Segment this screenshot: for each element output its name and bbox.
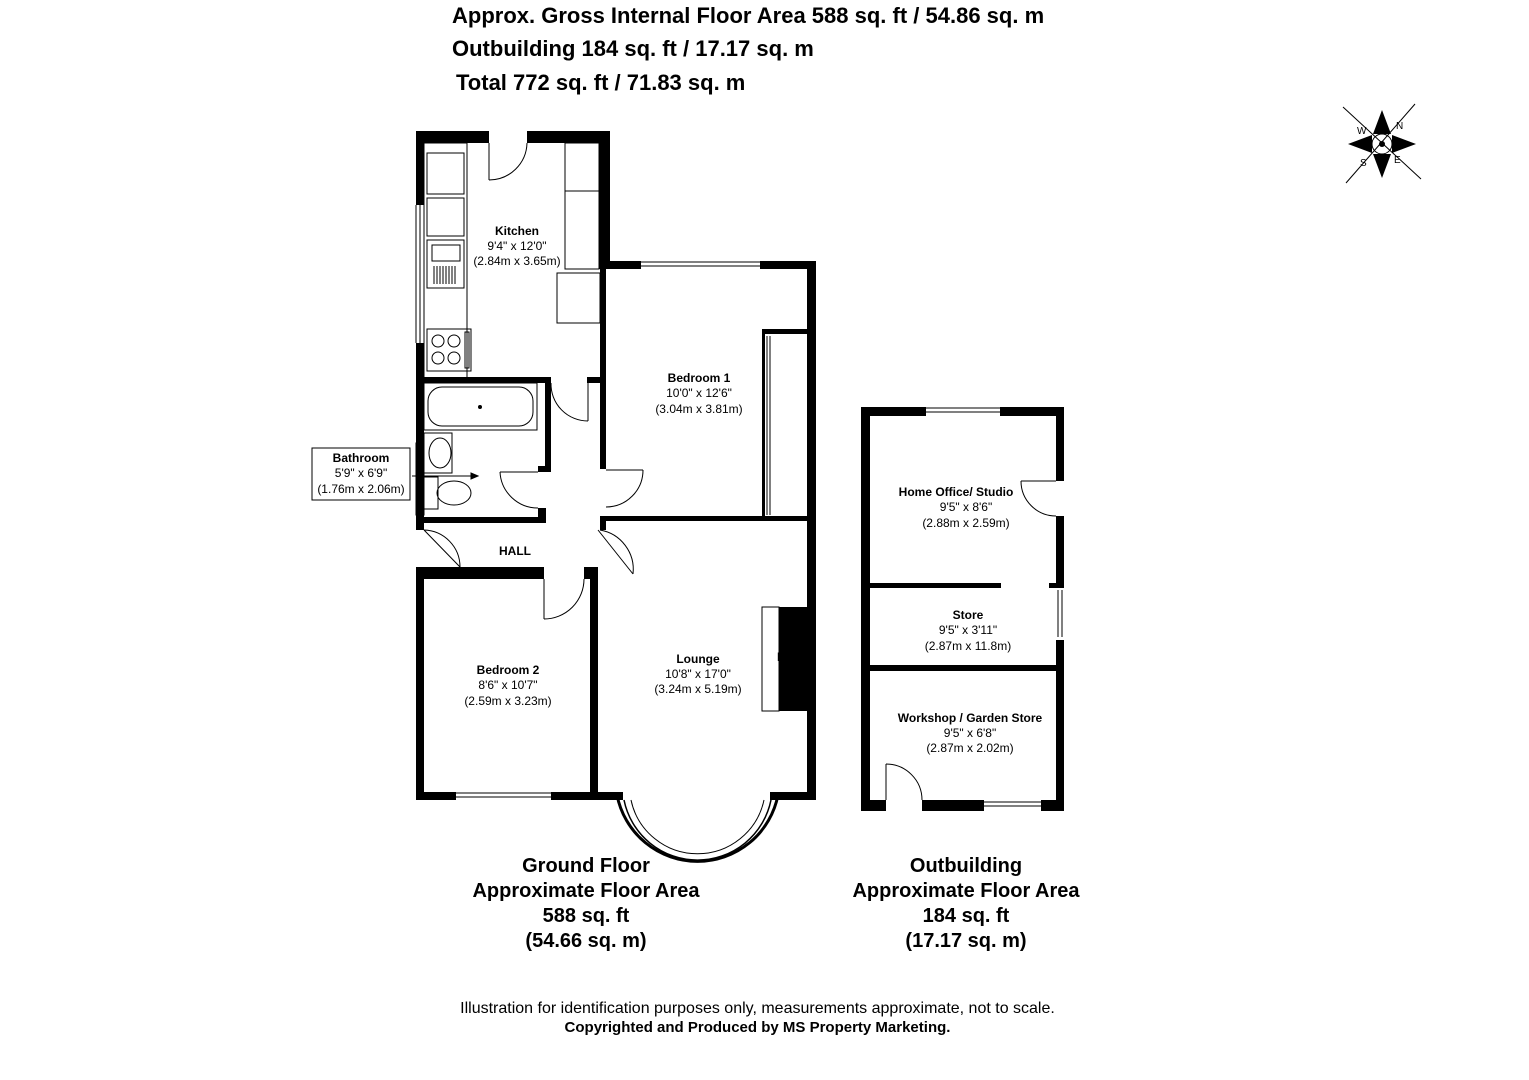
compass-e: E — [1394, 155, 1401, 166]
caption-line: 588 sq. ft — [542, 905, 630, 927]
room-metric: (2.88m x 2.59m) — [922, 516, 1010, 530]
outbuilding-area-heading: Outbuilding 184 sq. ft / 17.17 sq. m — [452, 36, 814, 61]
caption-line: 184 sq. ft — [922, 905, 1010, 927]
caption-line: Ground Floor — [522, 855, 650, 877]
room-workshop — [898, 711, 1043, 755]
basin-icon — [424, 433, 452, 473]
room-imperial: 9'4" x 12'0" — [487, 239, 547, 253]
room-metric: (3.04m x 3.81m) — [655, 402, 743, 416]
caption-line: (54.66 sq. m) — [525, 930, 647, 952]
room-name: Store — [952, 608, 984, 622]
caption-line: Approximate Floor Area — [472, 880, 700, 902]
caption-line: Outbuilding — [909, 855, 1023, 877]
room-imperial: 5'9" x 6'9" — [334, 466, 388, 480]
room-hall — [499, 544, 531, 558]
room-metric: (3.24m x 5.19m) — [654, 682, 742, 696]
disclaimer-text: Illustration for identification purposes only, measurements approximate, not to scale. — [460, 1000, 1055, 1017]
room-lounge — [654, 652, 741, 696]
compass-w: W — [1357, 126, 1367, 137]
copyright-text: Copyrighted and Produced by MS Property Marketing. — [564, 1019, 951, 1036]
room-imperial: 9'5" x 8'6" — [939, 500, 993, 514]
total-area-heading: Total 772 sq. ft / 71.83 sq. m — [456, 70, 746, 95]
room-metric: (2.59m x 3.23m) — [464, 694, 552, 708]
room-metric: (2.87m x 2.02m) — [926, 741, 1014, 755]
room-name: Lounge — [676, 652, 720, 666]
room-name: Workshop / Garden Store — [897, 711, 1043, 725]
caption-line: (17.17 sq. m) — [905, 930, 1027, 952]
bay-window — [617, 795, 778, 861]
room-name: Bedroom 1 — [667, 371, 731, 385]
room-store — [925, 608, 1011, 653]
room-imperial: 8'6" x 10'7" — [478, 678, 538, 692]
toilet-icon — [424, 477, 438, 509]
room-name: Bedroom 2 — [476, 663, 540, 677]
compass-n: N — [1396, 121, 1404, 132]
room-name: Kitchen — [494, 224, 540, 238]
room-kitchen — [473, 224, 560, 268]
ground-floor-caption — [440, 854, 732, 954]
outbuilding-caption — [820, 854, 1112, 954]
room-metric: (2.87m x 11.8m) — [924, 639, 1012, 653]
room-name: Home Office/ Studio — [898, 485, 1014, 499]
room-home-office — [899, 485, 1014, 530]
room-imperial: 9'5" x 3'11" — [938, 623, 998, 637]
room-imperial: 9'5" x 6'8" — [943, 726, 997, 740]
room-bedroom-1 — [655, 371, 742, 416]
compass-s: S — [1360, 158, 1367, 169]
room-name: Bathroom — [332, 451, 390, 465]
gross-area-heading: Approx. Gross Internal Floor Area 588 sq. ft / 54.86 sq. m — [452, 3, 1045, 28]
room-imperial: 10'8" x 17'0" — [665, 667, 731, 681]
bathroom-fittings — [412, 383, 537, 515]
room-metric: (2.84m x 3.65m) — [473, 254, 561, 268]
room-name: HALL — [499, 544, 531, 558]
fireplace-label: FP — [777, 650, 793, 664]
room-metric: (1.76m x 2.06m) — [317, 482, 405, 496]
room-bathroom — [312, 448, 410, 500]
room-imperial: 10'0" x 12'6" — [666, 386, 732, 400]
compass-icon — [1343, 104, 1421, 183]
room-bedroom-2 — [464, 663, 551, 708]
hob-icon — [427, 329, 471, 371]
caption-line: Approximate Floor Area — [852, 880, 1080, 902]
